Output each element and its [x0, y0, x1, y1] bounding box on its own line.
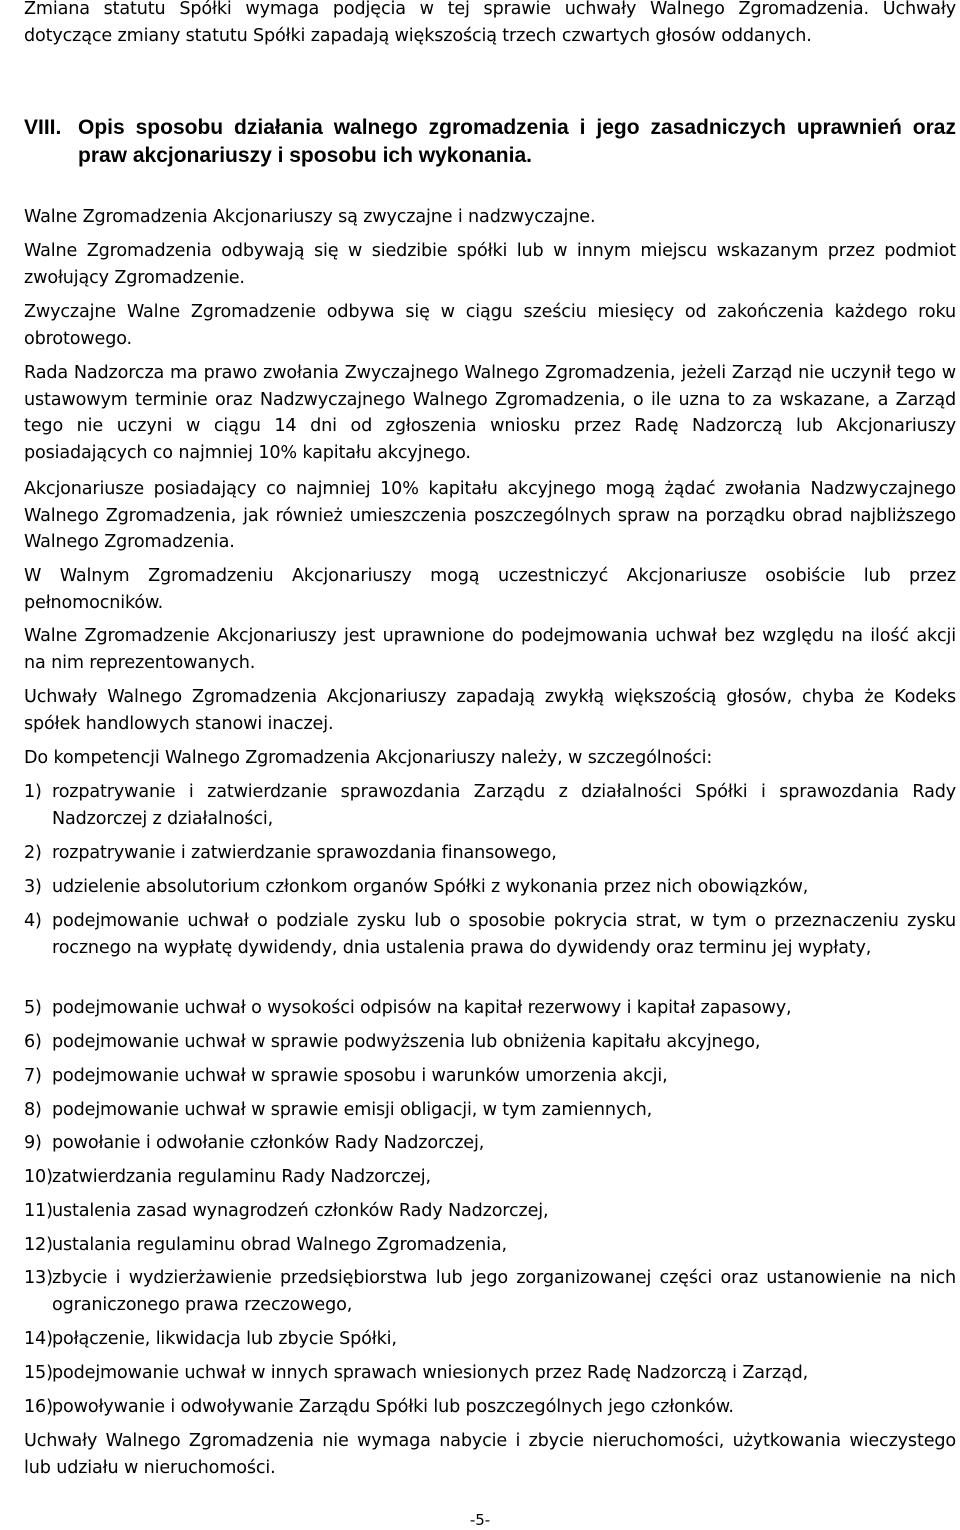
paragraph-9: Do kompetencji Walnego Zgromadzenia Akcjonariuszy należy, w szczególności:	[24, 748, 713, 768]
section-number: VIII.	[24, 116, 62, 139]
list-item: 11) ustalenia zasad wynagrodzeń członków Rady Nadzorczej,	[24, 1201, 549, 1221]
list-item: 9) powołanie i odwołanie członków Rady Nadzorczej,	[24, 1133, 485, 1153]
list-item: 12) ustalania regulaminu obrad Walnego Zgromadzenia,	[24, 1235, 507, 1255]
paragraph-1: Walne Zgromadzenia Akcjonariuszy są zwyczajne i nadzwyczajne.	[24, 207, 596, 227]
paragraph-2: Walne Zgromadzenia odbywają się w siedzibie spółki lub w innym miejscu wskazanym przez podmiot zwołujący Zgromadzenie.	[24, 241, 956, 288]
paragraph-10: Uchwały Walnego Zgromadzenia nie wymaga nabycie i zbycie nieruchomości, użytkowania wieczystego lub udziału w nieruchomości.	[24, 1431, 956, 1478]
list-item: 10) zatwierdzania regulaminu Rady Nadzorczej,	[24, 1167, 431, 1187]
section-heading	[24, 114, 956, 170]
list-item: 8) podejmowanie uchwał w sprawie emisji obligacji, w tym zamiennych,	[24, 1100, 653, 1120]
list-item: 1) rozpatrywanie i zatwierdzanie sprawozdania Zarządu z działalności Spółki i sprawozdania Rady Nadzorczej z działalności,	[24, 782, 956, 829]
list-item: 6) podejmowanie uchwał w sprawie podwyższenia lub obniżenia kapitału akcyjnego,	[24, 1032, 761, 1052]
list-item: 7) podejmowanie uchwał w sprawie sposobu i warunków umorzenia akcji,	[24, 1066, 668, 1086]
paragraph-5: Akcjonariusze posiadający co najmniej 10% kapitału akcyjnego mogą żądać zwołania Nadzwyczajnego Walnego Zgromadzenia, jak również umieszczenia poszczególnych spraw na porządku obrad najbliższego Walnego Zgromadzenia.	[24, 479, 956, 552]
list-item: 5) podejmowanie uchwał o wysokości odpisów na kapitał rezerwowy i kapitał zapasowy,	[24, 998, 792, 1018]
list-item: 14) połączenie, likwidacja lub zbycie Spółki,	[24, 1329, 397, 1349]
paragraph-8: Uchwały Walnego Zgromadzenia Akcjonariuszy zapadają zwykłą większością głosów, chyba że Kodeks spółek handlowych stanowi inaczej.	[24, 687, 956, 734]
page-number: -5-	[469, 1511, 491, 1529]
list-item: 4) podejmowanie uchwał o podziale zysku lub o sposobie pokrycia strat, w tym o przeznaczeniu zysku rocznego na wypłatę dywidendy, dnia ustalenia prawa do dywidendy oraz terminu jej wypłaty,	[24, 911, 956, 958]
paragraph-6: W Walnym Zgromadzeniu Akcjonariuszy mogą uczestniczyć Akcjonariusze osobiście lub przez pełnomocników.	[24, 566, 956, 613]
list-item: 13) zbycie i wydzierżawienie przedsiębiorstwa lub jego zorganizowanej części oraz ustanowienie na nich ograniczonego prawa rzeczowego,	[24, 1268, 956, 1315]
list-item: 3) udzielenie absolutorium członkom organów Spółki z wykonania przez nich obowiązków,	[24, 877, 809, 897]
paragraph-statute-change: Zmiana statutu Spółki wymaga podjęcia w tej sprawie uchwały Walnego Zgromadzenia. Uchwały dotyczące zmiany statutu Spółki zapadają większością trzech czwartych głosów oddanych.	[24, 0, 956, 46]
list-item: 2) rozpatrywanie i zatwierdzanie sprawozdania finansowego,	[24, 843, 557, 863]
paragraph-4: Rada Nadzorcza ma prawo zwołania Zwyczajnego Walnego Zgromadzenia, jeżeli Zarząd nie uczynił tego w ustawowym terminie oraz Nadzwyczajnego Walnego Zgromadzenia, o ile uzna to za wskazane, a Zarząd tego nie uczyni w ciągu 14 dni od zgłoszenia wniosku przez Radę Nadzorczą lub Akcjonariuszy posiadających co najmniej 10% kapitału akcyjnego.	[24, 363, 956, 463]
paragraph-7: Walne Zgromadzenie Akcjonariuszy jest uprawnione do podejmowania uchwał bez względu na ilość akcji na nim reprezentowanych.	[24, 626, 956, 673]
paragraph-3: Zwyczajne Walne Zgromadzenie odbywa się w ciągu sześciu miesięcy od zakończenia każdego roku obrotowego.	[24, 302, 956, 349]
list-item: 16) powoływanie i odwoływanie Zarządu Spółki lub poszczególnych jego członków.	[24, 1397, 734, 1417]
section-title: Opis sposobu działania walnego zgromadzenia i jego zasadniczych uprawnień oraz praw akcjonariuszy i sposobu ich wykonania.	[78, 116, 956, 167]
list-item: 15) podejmowanie uchwał w innych sprawach wniesionych przez Radę Nadzorczą i Zarząd,	[24, 1363, 809, 1383]
